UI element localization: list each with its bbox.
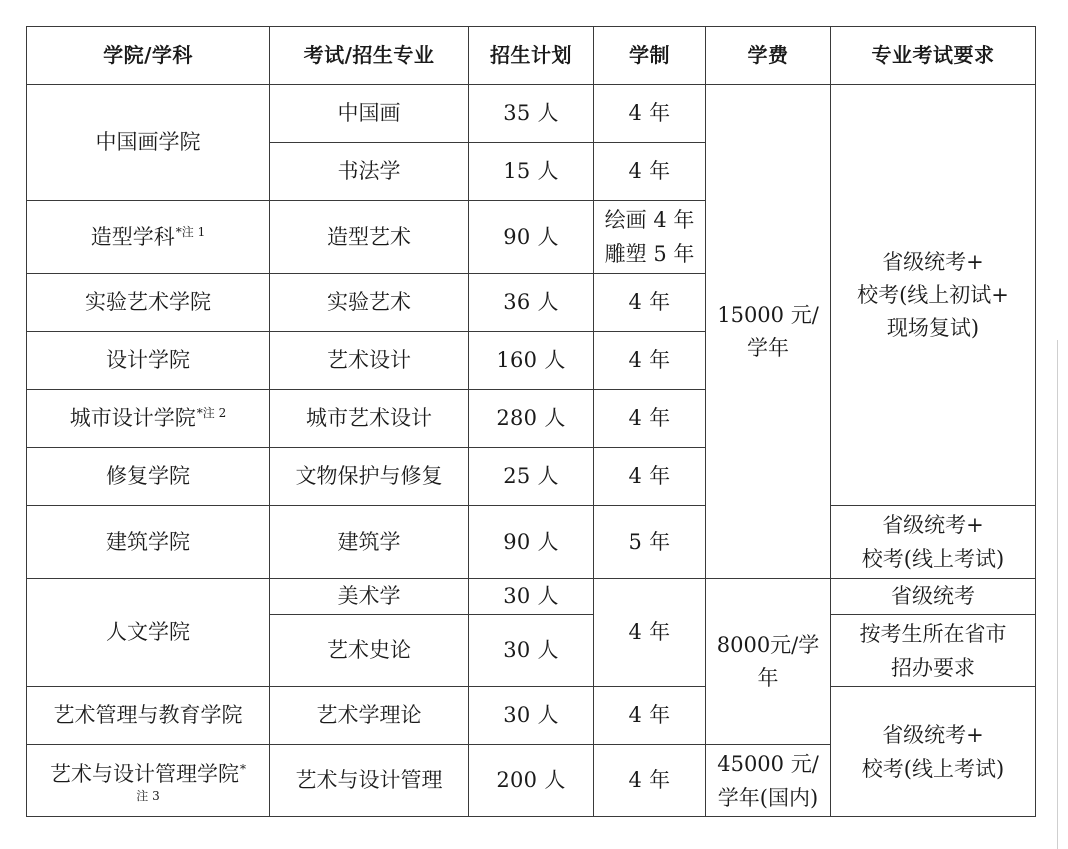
major-cell: 城市艺术设计 — [270, 390, 469, 448]
tuition-line: 年 — [757, 665, 779, 690]
exam-cell-group4 — [831, 615, 1036, 687]
college-cell: 实验艺术学院 — [27, 274, 270, 332]
duration-cell: 4 年 — [594, 85, 706, 143]
header-major: 考试/招生专业 — [270, 27, 469, 85]
college-name: 造型学科 — [90, 224, 175, 249]
exam-cell-group3: 省级统考 — [831, 579, 1036, 615]
duration-cell: 4 年 — [594, 332, 706, 390]
college-cell — [27, 390, 270, 448]
exam-line: 现场复试) — [886, 315, 980, 340]
quota-cell: 160 人 — [469, 332, 594, 390]
admissions-table — [26, 26, 1036, 817]
table-row — [27, 687, 1036, 745]
college-name: 艺术与设计管理学院 — [50, 761, 239, 786]
footnote-marker: * — [240, 761, 246, 776]
college-name: 城市设计学院 — [69, 406, 196, 430]
header-duration: 学制 — [594, 27, 706, 85]
college-cell: 人文学院 — [27, 579, 270, 687]
college-cell: 中国画学院 — [27, 85, 270, 201]
exam-line: 按考生所在省市 — [859, 621, 1007, 646]
exam-line: 省级统考+ — [882, 249, 984, 274]
table-row — [27, 579, 1036, 615]
exam-cell-group1 — [831, 85, 1036, 506]
tuition-line: 学年(国内) — [717, 785, 819, 810]
college-cell — [27, 745, 270, 817]
major-cell: 中国画 — [270, 85, 469, 143]
college-cell: 建筑学院 — [27, 506, 270, 579]
tuition-cell-group3 — [706, 745, 831, 817]
major-cell: 艺术与设计管理 — [270, 745, 469, 817]
header-quota: 招生计划 — [469, 27, 594, 85]
header-tuition: 学费 — [706, 27, 831, 85]
tuition-line: 学年 — [747, 335, 789, 360]
exam-line: 校考(线上考试) — [861, 756, 1005, 781]
quota-cell: 36 人 — [469, 274, 594, 332]
quota-cell: 280 人 — [469, 390, 594, 448]
exam-line: 省级统考+ — [882, 513, 984, 537]
exam-cell-group2 — [831, 506, 1036, 579]
tuition-cell-group2 — [706, 579, 831, 745]
college-cell — [27, 201, 270, 274]
header-exam: 专业考试要求 — [831, 27, 1036, 85]
table-row — [27, 85, 1036, 143]
footnote-marker: 注 3 — [136, 788, 160, 803]
duration-cell: 4 年 — [594, 274, 706, 332]
duration-line: 绘画 4 年 — [604, 208, 695, 232]
quota-cell: 30 人 — [469, 579, 594, 615]
duration-cell: 4 年 — [594, 390, 706, 448]
major-cell: 艺术学理论 — [270, 687, 469, 745]
major-cell: 美术学 — [270, 579, 469, 615]
duration-cell: 4 年 — [594, 687, 706, 745]
duration-cell: 4 年 — [594, 448, 706, 506]
college-cell: 艺术管理与教育学院 — [27, 687, 270, 745]
exam-line: 招办要求 — [891, 655, 975, 680]
quota-cell: 90 人 — [469, 506, 594, 579]
exam-line: 校考(线上考试) — [861, 547, 1005, 571]
quota-cell: 15 人 — [469, 143, 594, 201]
footnote-marker: *注 1 — [175, 224, 206, 239]
tuition-line: 15000 元/ — [717, 302, 819, 327]
college-cell: 修复学院 — [27, 448, 270, 506]
header-college: 学院/学科 — [27, 27, 270, 85]
duration-line: 雕塑 5 年 — [604, 242, 695, 266]
tuition-cell-group1 — [706, 85, 831, 579]
major-cell: 艺术设计 — [270, 332, 469, 390]
page-edge-line — [1057, 340, 1058, 849]
tuition-line: 8000元/学 — [716, 632, 820, 657]
major-cell: 文物保护与修复 — [270, 448, 469, 506]
duration-cell: 4 年 — [594, 745, 706, 817]
major-cell: 艺术史论 — [270, 615, 469, 687]
duration-cell: 4 年 — [594, 579, 706, 687]
exam-line: 省级统考+ — [882, 722, 984, 747]
table-row — [27, 506, 1036, 579]
tuition-line: 45000 元/ — [717, 751, 819, 776]
major-cell: 造型艺术 — [270, 201, 469, 274]
major-cell: 书法学 — [270, 143, 469, 201]
college-cell: 设计学院 — [27, 332, 270, 390]
quota-cell: 90 人 — [469, 201, 594, 274]
quota-cell: 30 人 — [469, 687, 594, 745]
quota-cell: 25 人 — [469, 448, 594, 506]
exam-cell-group5 — [831, 687, 1036, 817]
duration-cell: 5 年 — [594, 506, 706, 579]
major-cell: 实验艺术 — [270, 274, 469, 332]
quota-cell: 35 人 — [469, 85, 594, 143]
table-header-row — [27, 27, 1036, 85]
footnote-marker: *注 2 — [196, 406, 227, 420]
duration-cell — [594, 201, 706, 274]
major-cell: 建筑学 — [270, 506, 469, 579]
quota-cell: 200 人 — [469, 745, 594, 817]
quota-cell: 30 人 — [469, 615, 594, 687]
duration-cell: 4 年 — [594, 143, 706, 201]
exam-line: 校考(线上初试+ — [857, 282, 1009, 307]
